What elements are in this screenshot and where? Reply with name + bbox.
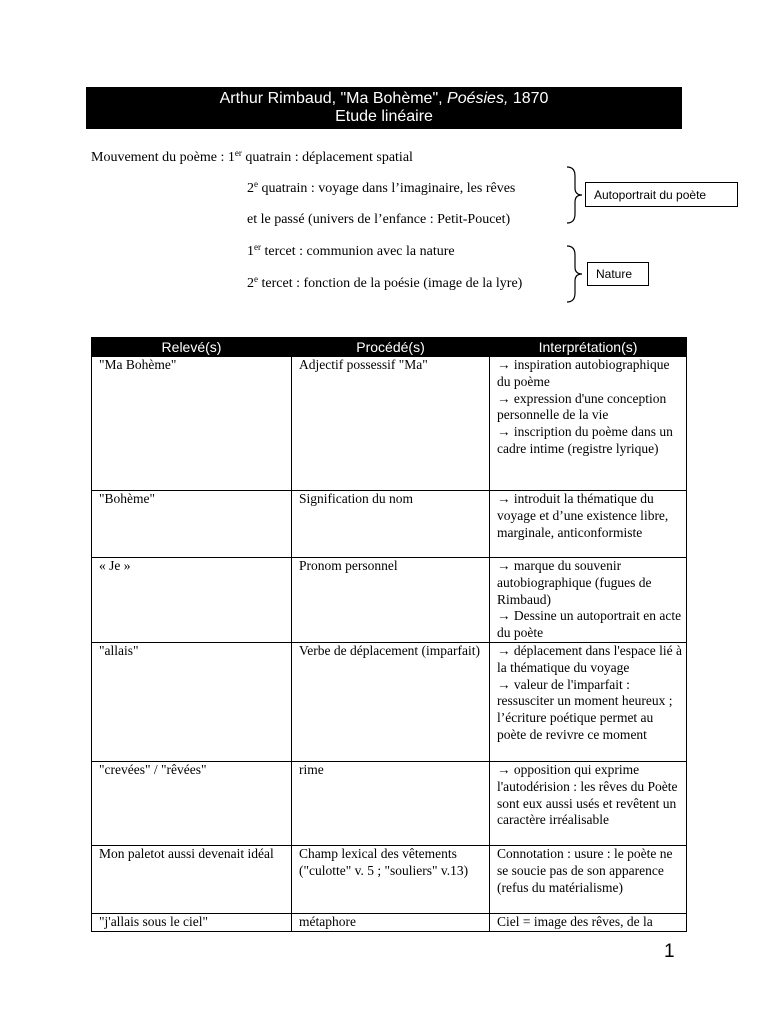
table-row [92, 558, 687, 643]
cell-interpretation: → marque du souvenir autobiographique (fugues de Rimbaud) → Dessine un autoportrait en acte du poète [490, 558, 687, 643]
table-row [92, 845, 687, 913]
header-releves: Relevé(s) [92, 338, 292, 357]
cell-interpretation: Connotation : usure : le poète ne se soucie pas de son apparence (refus du matérialisme) [490, 845, 687, 913]
table-row [92, 357, 687, 491]
cell-interpretation: Ciel = image des rêves, de la [490, 913, 687, 931]
cell-procede: métaphore [292, 913, 490, 931]
cell-releve: "allais" [92, 642, 292, 761]
cell-interpretation: → opposition qui exprime l'autodérision : les rêves du Poète sont eux aussi usés et revêtent un caractère irréalisable [490, 761, 687, 845]
cell-interpretation: → introduit la thématique du voyage et d’une existence libre, marginale, anticonformiste [490, 491, 687, 558]
document-title [86, 87, 682, 129]
header-interpretations: Interprétation(s) [490, 338, 687, 357]
autoportrait-box: Autoportrait du poète [585, 182, 738, 207]
nature-box: Nature [587, 262, 649, 286]
table-row [92, 913, 687, 931]
cell-releve: "Bohème" [92, 491, 292, 558]
title-line-1: Arthur Rimbaud, "Ma Bohème", Poésies, 1870 [219, 90, 549, 107]
cell-interpretation: → déplacement dans l'espace lié à la thématique du voyage → valeur de l'imparfait : ressusciter un moment heureux ; l’écriture poétique permet au poète de revivre ce moment [490, 642, 687, 761]
title-italic: Poésies, [447, 90, 509, 107]
movement-line-1: Mouvement du poème : 1er quatrain : déplacement spatial [91, 148, 413, 165]
analysis-table [91, 337, 687, 932]
movement-line-5: 2e tercet : fonction de la poésie (image de la lyre) [247, 274, 523, 291]
cell-releve: "j'allais sous le ciel" [92, 913, 292, 931]
movement-line-4: 1er tercet : communion avec la nature [247, 242, 455, 259]
cell-procede: Signification du nom [292, 491, 490, 558]
cell-releve: "Ma Bohème" [92, 357, 292, 491]
title-line-2: Etude linéaire [335, 108, 433, 125]
cell-releve: « Je » [92, 558, 292, 643]
table-row [92, 761, 687, 845]
cell-procede: Adjectif possessif "Ma" [292, 357, 490, 491]
brace-icon [565, 166, 585, 224]
table-row [92, 642, 687, 761]
cell-procede: Verbe de déplacement (imparfait) [292, 642, 490, 761]
header-procedes: Procédé(s) [292, 338, 490, 357]
table-header-row [92, 338, 687, 357]
page-number: 1 [664, 941, 675, 962]
table-row [92, 491, 687, 558]
movement-line-3: et le passé (univers de l’enfance : Petit-Poucet) [247, 212, 511, 227]
cell-procede: Pronom personnel [292, 558, 490, 643]
cell-releve: "crevées" / "rêvées" [92, 761, 292, 845]
cell-procede: Champ lexical des vêtements ("culotte" v. 5 ; "souliers" v.13) [292, 845, 490, 913]
movement-line-2: 2e quatrain : voyage dans l’imaginaire, les rêves [247, 179, 516, 196]
cell-procede: rime [292, 761, 490, 845]
brace-icon [565, 245, 585, 303]
cell-releve: Mon paletot aussi devenait idéal [92, 845, 292, 913]
cell-interpretation: → inspiration autobiographique du poème → expression d'une conception personnelle de la vie → inscription du poème dans un cadre intime (registre lyrique) [490, 357, 687, 491]
